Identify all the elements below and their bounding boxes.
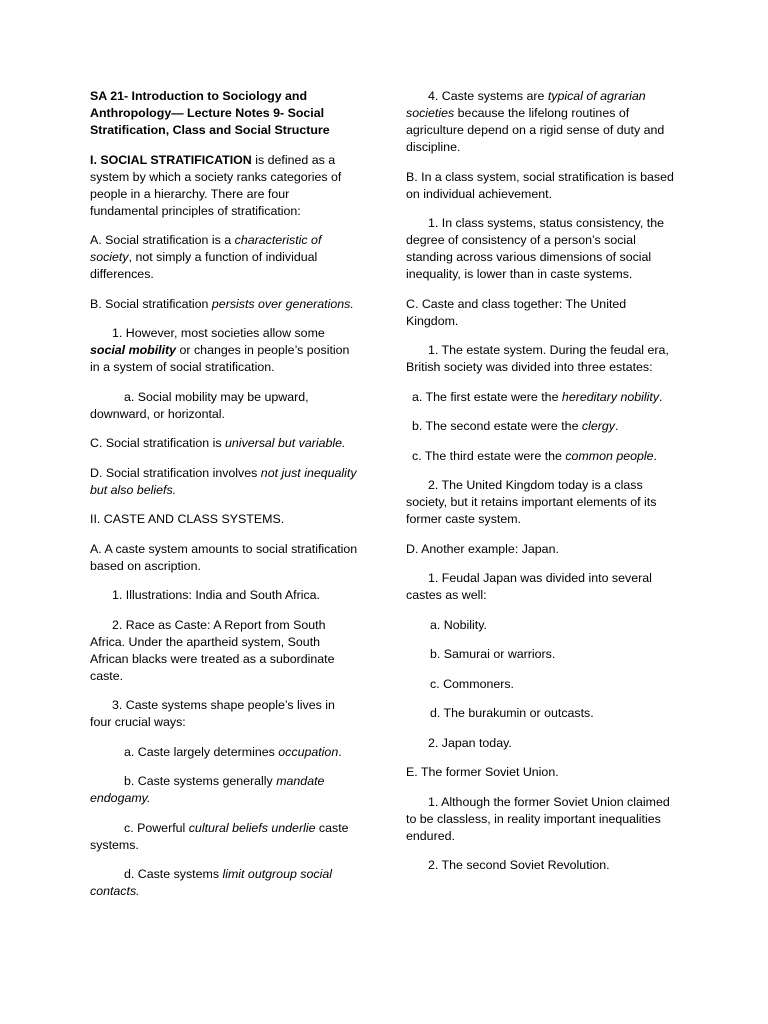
italic-text: characteristic of society — [90, 233, 322, 264]
heading-caste-class: II. CASTE AND CLASS SYSTEMS. — [90, 512, 285, 526]
italic-text: occupation — [278, 744, 339, 759]
text: b. Caste systems generally — [124, 774, 277, 788]
italic-text: typical of agrarian societies — [406, 89, 646, 120]
uk-2: 2. The United Kingdom today is a class society, but it retains important elements of its former caste system. — [406, 478, 657, 526]
class-b: B. In a class system, social stratification is based on individual achievement. — [406, 169, 674, 201]
text: c. The third estate were the — [412, 448, 566, 463]
uk-1-c — [406, 448, 678, 465]
italic-text: cultural beliefs underlie — [188, 820, 316, 835]
japan-1-d: d. The burakumin or outcasts. — [430, 706, 594, 720]
principle-c — [90, 435, 358, 452]
section-e-soviet: E. The former Soviet Union. — [406, 765, 559, 779]
text: C. Social stratification is — [90, 436, 225, 450]
class-b-1: 1. In class systems, status consistency, the degree of consistency of a person’s social standing across various dimensions of social inequality, is lower than in caste systems. — [406, 216, 664, 281]
uk-1-b — [406, 418, 678, 435]
soviet-1: 1. Although the former Soviet Union claimed to be classless, in reality important inequalities endured. — [406, 794, 670, 843]
caste-a-3-a — [90, 744, 358, 761]
text: . — [653, 448, 657, 463]
text: D. Social stratification involves — [90, 465, 261, 480]
paragraph-social-stratification — [90, 152, 358, 220]
text: because the lifelong routines of agriculture depend on a rigid sense of duty and discipline. — [406, 106, 665, 154]
text: . — [338, 744, 342, 759]
italic-text: hereditary nobility — [561, 389, 660, 404]
caste-a-4 — [406, 88, 678, 156]
caste-a-3-d — [90, 866, 358, 900]
soviet-2: 2. The second Soviet Revolution. — [428, 858, 610, 872]
italic-text: mandate endogamy. — [90, 774, 325, 805]
principle-b-1 — [90, 325, 358, 376]
italic-text: persists over generations. — [211, 296, 354, 311]
principle-d — [90, 465, 358, 499]
text: c. Powerful — [124, 820, 189, 835]
text: , not simply a function of individual differences. — [90, 250, 318, 281]
italic-text: common people — [565, 448, 654, 463]
japan-1-b: b. Samurai or warriors. — [430, 647, 556, 661]
caste-a-3: 3. Caste systems shape people’s lives in four crucial ways: — [90, 698, 335, 729]
text: . — [659, 389, 663, 404]
caste-a-3-b — [90, 773, 358, 807]
text: is defined as a system by which a society ranks categories of people in a hierarchy. There are four fundamental principles of stratification: — [90, 152, 342, 218]
italic-text: limit outgroup social contacts. — [90, 867, 332, 898]
caste-a-3-c — [90, 820, 358, 854]
italic-text: not just inequality but also beliefs. — [90, 465, 357, 497]
section-d-japan: D. Another example: Japan. — [406, 541, 559, 556]
text: b. The second estate were the — [412, 419, 582, 433]
uk-1-a — [406, 389, 678, 406]
principle-b-1-a: a. Social mobility may be upward, downward, or horizontal. — [90, 389, 309, 421]
italic-text: clergy — [581, 419, 615, 433]
japan-1-c: c. Commoners. — [430, 676, 514, 691]
japan-1-a: a. Nobility. — [430, 617, 487, 632]
text: a. The first estate were the — [412, 389, 562, 404]
text: 1. However, most societies allow some — [112, 326, 325, 340]
text: caste systems. — [90, 820, 349, 852]
left-column — [90, 88, 358, 913]
right-column — [406, 88, 678, 887]
text: or changes in people’s position in a system of social stratification. — [90, 343, 350, 374]
bold-italic-text: social mobility — [90, 343, 177, 357]
text: B. Social stratification — [90, 296, 212, 311]
text: . — [614, 419, 619, 433]
caste-a: A. A caste system amounts to social stratification based on ascription. — [90, 541, 358, 573]
document-title: SA 21- Introduction to Sociology and Anthropology— Lecture Notes 9- Social Stratification, Class and Social Structure — [90, 89, 330, 137]
japan-1: 1. Feudal Japan was divided into several castes as well: — [406, 571, 652, 602]
japan-2: 2. Japan today. — [428, 735, 512, 750]
principle-b — [90, 296, 358, 313]
text: d. Caste systems — [124, 867, 223, 881]
section-c-uk: C. Caste and class together: The United Kingdom. — [406, 296, 627, 328]
heading-social-stratification: I. SOCIAL STRATIFICATION — [90, 152, 252, 167]
principle-a — [90, 232, 358, 283]
caste-a-2: 2. Race as Caste: A Report from South Africa. Under the apartheid system, South African blacks were treated as a subordinate caste. — [90, 617, 335, 683]
text: A. Social stratification is a — [90, 233, 235, 247]
text: 4. Caste systems are — [428, 89, 548, 103]
text: a. Caste largely determines — [124, 744, 279, 759]
italic-text: universal but variable. — [224, 436, 346, 450]
uk-1: 1. The estate system. During the feudal era, British society was divided into three estates: — [406, 343, 669, 374]
caste-a-1: 1. Illustrations: India and South Africa. — [112, 588, 321, 602]
